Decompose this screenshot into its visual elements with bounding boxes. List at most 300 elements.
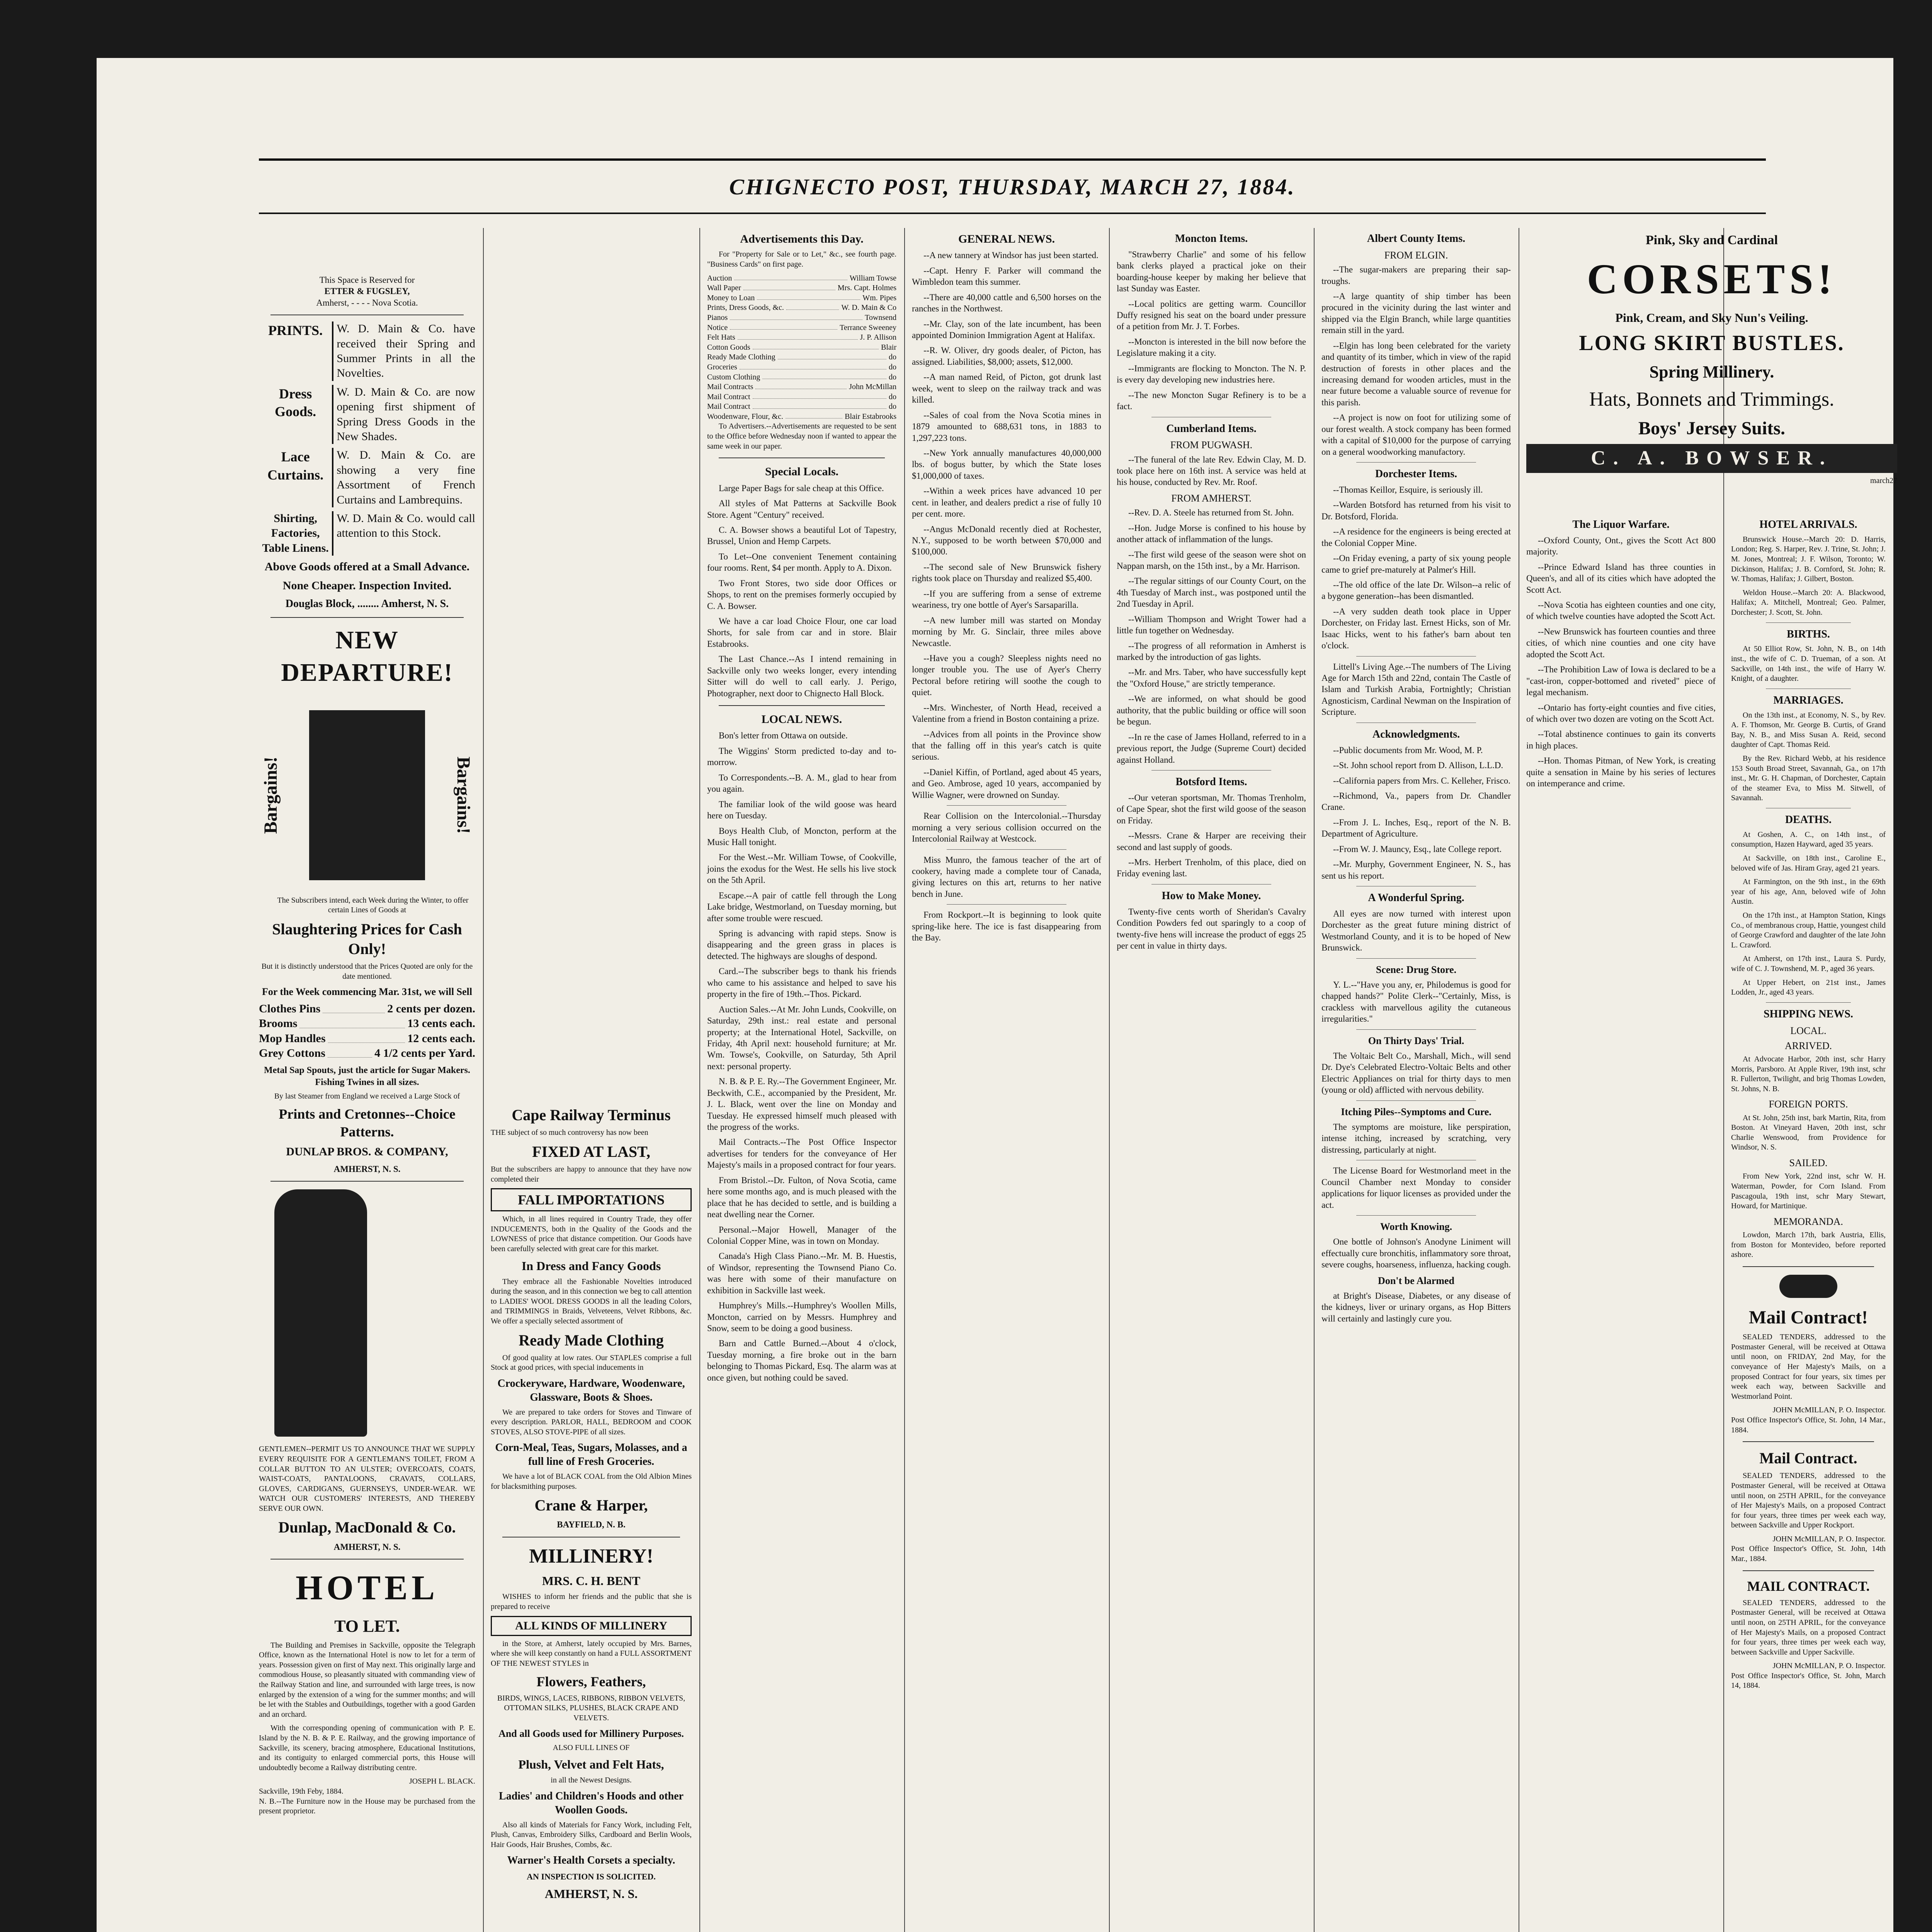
ad-by: Mrs. Capt. Holmes — [837, 284, 896, 293]
bargains-label: Bargains! — [260, 756, 281, 834]
ad-row — [707, 382, 896, 392]
moncton-item: --Local politics are getting warm. Councillor Duffy resigned his seat on the board under pressure of a petition from Mr. J. T. Forbes. — [1117, 299, 1306, 332]
dress-fancy-text: They embrace all the Fashionable Novelties introduced during the season, and in this connection we beg to call attention to LADIES' WOOL DRESS GOODS in all the leading Colors, and TRIMMINGS in Braids, Velveteens, Velvet Ribbons, &c. We offer a specially selected assortment of — [491, 1277, 692, 1325]
week-commencing: For the Week commencing Mar. 31st, we will Sell — [262, 986, 472, 998]
leader-dots — [762, 372, 886, 379]
divider — [719, 457, 885, 458]
worth-knowing-heading: Worth Knowing. — [1380, 1221, 1452, 1232]
bowser-ad — [1526, 228, 1897, 506]
license-board-text: The License Board for Westmorland meet in the Council Chamber next Monday to consider applications for liquor licenses as provided under the act. — [1321, 1166, 1511, 1210]
special-local-item: The Last Chance.--As I intend remaining in Sackville only two weeks longer, every intending Sitter will do well to call early. J. Perigo, Photographer, next door to Chignecto Hall Block. — [707, 654, 896, 698]
deaths-heading: DEATHS. — [1785, 813, 1832, 826]
ad-item: Groceries — [707, 362, 737, 371]
general-news-item: --A new tannery at Windsor has just been started. — [923, 250, 1099, 260]
amherst-item: --Hon. Judge Morse is confined to his house by another attack of inflammation of the lungs. — [1117, 523, 1306, 544]
newspaper-page — [97, 58, 1897, 1932]
general-news-item: --Mrs. Winchester, of North Head, received a Valentine from a friend in Boston containing a prize. — [912, 702, 1101, 724]
amherst-item: --The first wild geese of the season were shot on Nappan marsh, on the 15th inst., by a Mr. Harrison. — [1117, 549, 1306, 571]
special-local-item: C. A. Bowser shows a beautiful Lot of Tapestry, Brussel, Union and Hemp Carpets. — [707, 525, 896, 546]
general-news-item: --Mr. Clay, son of the late incumbent, has been appointed Dominion Immigration Agent at Halifax. — [912, 319, 1101, 340]
leader-dots — [753, 343, 879, 350]
masthead-rule-bottom — [259, 213, 1766, 214]
inspection-solicited: AN INSPECTION IS SOLICITED. — [527, 1872, 656, 1882]
ad-item: Mail Contracts — [707, 383, 753, 391]
ad-row — [707, 372, 896, 383]
cape-terminus-heading: Cape Railway Terminus — [512, 1106, 671, 1124]
ad-by: Townsend — [865, 313, 896, 322]
how-to-make-money-heading: How to Make Money. — [1162, 889, 1261, 902]
price-row — [259, 1046, 475, 1061]
special-local-item: All styles of Mat Patterns at Sackville Book Store. Agent "Century" received. — [707, 498, 896, 520]
botsford-item: --Our veteran sportsman, Mr. Thomas Trenholm, of Cape Spear, shot the first wild goose of the season on Friday. — [1117, 793, 1306, 825]
ad-row — [707, 362, 896, 372]
leader-dots — [734, 274, 847, 281]
weldon-house-text: Weldon House.--March 20: A. Blackwood, Halifax; A. Mitchell, Montreal; Geo. Palmer, Dorchester; J. Scott, St. John. — [1731, 588, 1886, 617]
general-news-item: --Advices from all points in the Province show that the falling off in this year's catch is quite serious. — [912, 729, 1101, 762]
coal-text: We have a lot of BLACK COAL from the Old Albion Mines for blacksmithing purposes. — [491, 1472, 692, 1491]
hotel-arrivals-heading: HOTEL ARRIVALS. — [1759, 519, 1857, 531]
to-let-heading: TO LET. — [334, 1617, 400, 1636]
bargains-label: Bargains! — [453, 756, 474, 834]
leader-dots — [328, 1031, 405, 1043]
general-news-item: --There are 40,000 cattle and 6,500 horses on the ranches in the Northwest. — [912, 292, 1101, 314]
metal-sap-spouts: Metal Sap Spouts, just the article for Sugar Makers. Fishing Twines in all sizes. — [264, 1065, 470, 1088]
fall-text: Which, in all lines required in Country Trade, they offer INDUCEMENTS, both in the Quality of the Goods and the LOWNESS of price that distance competition. Our Goods have been carefully selected with great care for this market. — [491, 1215, 692, 1253]
botsford-item: --Mrs. Herbert Trenholm, of this place, died on Friday evening last. — [1117, 857, 1306, 879]
mail-contract-2-heading: Mail Contract. — [1759, 1449, 1857, 1467]
leader-dots — [786, 412, 842, 419]
all-kinds-millinery: ALL KINDS OF MILLINERY — [491, 1616, 692, 1636]
general-news-item: --R. W. Oliver, dry goods dealer, of Picton, has assigned. Liabilities, $8,000; assets, $12,000. — [912, 345, 1101, 367]
littell-text: Littell's Living Age.--The numbers of The Living Age for March 15th and 22nd, contain The Castle of Islam and Turkish Arabia, Fortnightly; Christian Agnosticism, Cardinal Newman on the Inspiration of Scripture. — [1321, 662, 1511, 717]
bargains-block — [259, 695, 475, 896]
general-news-heading: GENERAL NEWS. — [958, 233, 1055, 245]
pugwash-text: --The funeral of the late Rev. Edwin Clay, M. D. took place here on 16th inst. A service was held at his house, conducted by Rev. Mr. Roof. — [1117, 454, 1306, 487]
column-5 — [1117, 228, 1306, 1932]
divider — [1356, 1100, 1476, 1101]
dunlap-macdonald-name: Dunlap, MacDonald & Co. — [278, 1519, 456, 1536]
main-item-label: Lace Curtains. — [267, 449, 324, 483]
crane-harper-name: Crane & Harper, — [534, 1497, 648, 1514]
flowers-feathers: Flowers, Feathers, — [536, 1673, 646, 1689]
ad-item: Pianos — [707, 313, 728, 322]
dorchester-item: --The old office of the late Dr. Wilson--a relic of a bygone generation--has been dismantled. — [1321, 580, 1511, 601]
how-to-make-money-text: Twenty-five cents worth of Sheridan's Cavalry Condition Powders fed out sparingly to a coop of twenty-five hens will increase the product of eggs 25 per cent in value in thirty days. — [1117, 906, 1306, 951]
ad-item: Cotton Goods — [707, 343, 750, 352]
reserved-name: ETTER & FUGSLEY, — [324, 286, 410, 296]
birds-wings-list: BIRDS, WINGS, LACES, RIBBONS, RIBBON VELVETS, OTTOMAN SILKS, PLUSHES, BLACK CRAPE AND VELVETS. — [497, 1694, 685, 1722]
shipping-text: At Advocate Harbor, 20th inst, schr Harry Morris, Parsboro. At Apple River, 19th inst, schr R. Fullerton, Twilight, and brig Thomas Lowden, St. Johns, N. B. — [1731, 1055, 1886, 1093]
divider — [270, 1559, 464, 1560]
main-item-text: W. D. Main & Co. are now opening first shipment of Spring Dress Goods in the New Shades. — [332, 385, 475, 444]
mail-contract-3-text: SEALED TENDERS, addressed to the Postmaster General, will be received at Ottawa until noon, on 25TH APRIL, for the conveyance of Her Majesty's Mails, on a proposed Contract for four years, three times per week each way, between Sackville and Upper Sackville. — [1731, 1598, 1886, 1656]
amherst-item: --We are informed, on what should be good authority, that the public building or office will soon be begun. — [1117, 694, 1306, 727]
price-list — [259, 1002, 475, 1061]
ad-item: Custom Clothing — [707, 372, 760, 381]
shipping-local: LOCAL. — [1790, 1025, 1827, 1036]
mail-contract-heading: Mail Contract! — [1749, 1307, 1868, 1328]
from-amherst: FROM AMHERST. — [1171, 492, 1252, 504]
local-news-item: Auction Sales.--At Mr. John Lunds, Cookville, on Saturday, 29th inst.: real estate and personal property; at the International Hotel, Sackville, on Friday, 4th April next: household furniture; at Mr. Wm. Towse's, Cookville, on Saturday, 5th April next: personal property. — [707, 1004, 896, 1071]
masthead: CHIGNECTO POST, THURSDAY, MARCH 27, 1884. — [729, 174, 1296, 199]
fall-importations: FALL IMPORTATIONS — [491, 1188, 692, 1211]
bent-text-2: in the Store, at Amherst, lately occupied by Mrs. Barnes, where she will keep constantly on hand a FULL ASSORTMENT OF THE NEWEST STYLES in — [491, 1639, 692, 1668]
thirty-days-text: The Voltaic Belt Co., Marshall, Mich., will send Dr. Dye's Celebrated Electro-Voltaic Belts and other Electric Appliances on trial for thirty days to men (young or old) afflicted with nervous debility. — [1321, 1051, 1511, 1095]
warner-corsets: Warner's Health Corsets a specialty. — [507, 1854, 675, 1867]
death-item: At Amherst, on 17th inst., Laura S. Purdy, wife of C. J. Townshend, M. P., aged 36 years. — [1731, 954, 1886, 973]
marriages-heading: MARRIAGES. — [1773, 694, 1844, 706]
general-news-item: --New York annually manufactures 40,000,000 lbs. of bogus butter, by which the State loses $1,000,000 of taxes. — [912, 448, 1101, 481]
from-pugwash: FROM PUGWASH. — [1170, 439, 1253, 451]
dorchester-item: --Thomas Keillor, Esquire, is seriously ill. — [1333, 485, 1483, 495]
ready-made-text: Of good quality at low rates. Our STAPLES comprise a full Stock at good prices, with special inducements in — [491, 1353, 692, 1372]
worth-knowing-text: One bottle of Johnson's Anodyne Liniment will effectually cure bronchitis, inflammatory sore throat, severe coughs, hoarseness, influenza, hacking cough. — [1321, 1237, 1511, 1270]
ad-row — [707, 293, 896, 303]
main-item-shirting — [259, 511, 475, 556]
dunlap-bros-place: AMHERST, N. S. — [333, 1164, 401, 1174]
column-rule — [699, 228, 700, 1932]
general-news-item: --Have you a cough? Sleepless nights need no longer trouble you. The use of Ayer's Cherry Pectoral before retiring will soothe the cough to quiet. — [912, 653, 1101, 697]
ad-item: Wall Paper — [707, 284, 741, 293]
ad-row — [707, 352, 896, 362]
corsets-heading: CORSETS! — [1587, 255, 1837, 303]
liquor-item: --New Brunswick has fourteen counties and three cities, of which nine counties and one city have adopted the Scott Act. — [1526, 626, 1716, 659]
general-news-item: --Within a week prices have advanced 10 per cent. in leather, and dealers predict a rise of fully 10 per cent. more. — [912, 486, 1101, 519]
fancy-work-text: Also all kinds of Materials for Fancy Work, including Felt, Plush, Canvas, Embroidery Silks, Cardboard and Berlin Wools, Hair Goods, Hair Brushes, Combs, &c. — [491, 1820, 692, 1849]
leader-dots — [753, 392, 886, 399]
liquor-item: --Hon. Thomas Pitman, of New York, is creating quite a sensation in Maine by his series of lectures on intemperance and crime. — [1526, 756, 1716, 789]
albert-county-heading: Albert County Items. — [1367, 233, 1466, 245]
bent-text: WISHES to inform her friends and the public that she is prepared to receive — [491, 1592, 692, 1611]
ads-this-day-heading: Advertisements this Day. — [740, 233, 864, 245]
local-news-item: Canada's High Class Piano.--Mr. M. B. Huestis, of Windsor, representing the Townsend Piano Co. was here with some of their manufacture on exhibition in Sackville last week. — [707, 1251, 896, 1295]
local-news-heading: LOCAL NEWS. — [761, 713, 842, 726]
leader-dots — [738, 333, 858, 340]
pink-cream-veiling: Pink, Cream, and Sky Nun's Veiling. — [1615, 311, 1808, 325]
ack-item: --Public documents from Mr. Wood, M. P. — [1333, 745, 1483, 755]
special-local-item: To Let--One convenient Tenement containing four rooms. Rent, $4 per month. Apply to A. Dixon. — [707, 551, 896, 573]
crockery-list: Crockeryware, Hardware, Woodenware, Glassware, Boots & Shoes. — [497, 1377, 685, 1403]
leader-dots — [778, 352, 886, 359]
ack-item: --St. John school report from D. Allison, L.L.D. — [1333, 760, 1503, 770]
ack-item: --From J. L. Inches, Esq., report of the N. B. Department of Agriculture. — [1321, 817, 1511, 839]
local-news-item: Humphrey's Mills.--Humphrey's Woollen Mills, Moncton, carried on by Messrs. Humphrey and Snow, seem to be doing a good business. — [707, 1301, 896, 1333]
main-item-label: Dress Goods. — [275, 386, 316, 419]
shipping-sailed: SAILED. — [1789, 1157, 1828, 1169]
divider — [947, 805, 1066, 806]
price-value: 2 cents per dozen. — [387, 1002, 475, 1015]
ad-by: John McMillan — [849, 383, 896, 391]
store-building-engraving — [309, 710, 425, 880]
bowser-date: march27 — [1870, 476, 1897, 485]
dorchester-item: --A very sudden death took place in Upper Dorchester, on Friday last. Ernest Hicks, son of Mr. Isaac Hicks, went to his father's barn about ten o'clock. — [1321, 606, 1511, 651]
general-news-item: --Daniel Kiffin, of Portland, aged about 45 years, and Geo. Ambrose, aged 10 years, accompanied by Willie Wagner, were drowned on Sunday. — [912, 767, 1101, 800]
marriage-item: By the Rev. Richard Webb, at his residence 153 South Broad Street, Savannah, Ga., on 17th inst., Mr. G. H. Chapman, of Dorchester, Captain of the steamer Eva, to Miss M. Sitwell, of Savannah. — [1731, 754, 1886, 803]
elgin-item: --A large quantity of ship timber has been procured in the vicinity during the last winter and shipped via the Elgin Branch, while large quantities remain still in the yard. — [1321, 291, 1511, 335]
ad-item: Ready Made Clothing — [707, 353, 776, 362]
general-news-item: --A man named Reid, of Picton, got drunk last week, went to sleep on the railway track and was killed. — [912, 372, 1101, 405]
hotel-date: Sackville, 19th Feby, 1884. — [259, 1787, 344, 1796]
leader-dots — [299, 1016, 405, 1028]
leader-dots — [740, 362, 886, 369]
local-news-item: Bon's letter from Ottawa on outside. — [719, 731, 848, 741]
liquor-item: --Nova Scotia has eighteen counties and one city, of which twelve counties have adopted the Scott Act. — [1526, 600, 1716, 621]
column-rule — [904, 228, 905, 1932]
hats-bonnets: Hats, Bonnets and Trimmings. — [1589, 388, 1835, 411]
ad-row — [707, 283, 896, 293]
main-item-label: PRINTS. — [268, 323, 323, 338]
local-news-item: Barn and Cattle Burned.--About 4 o'clock, Tuesday morning, a fire broke out in the barn belonging to Thomas Pickard, Esq. The alarm was at once given, but nothing could be saved. — [707, 1338, 896, 1383]
ad-by: do — [889, 362, 896, 371]
drug-store-heading: Scene: Drug Store. — [1376, 964, 1457, 975]
main-item-lace-curtains — [259, 448, 475, 507]
bowser-name: C. A. BOWSER. — [1526, 444, 1897, 473]
ad-by: Terrance Sweeney — [840, 323, 896, 332]
ad-row — [707, 303, 896, 313]
liquor-item: --Prince Edward Island has three counties in Queen's, and all of its cities which have adopted the Scott Act. — [1526, 562, 1716, 595]
price-value: 12 cents each. — [407, 1032, 475, 1045]
gentleman-figure-engraving — [274, 1189, 367, 1437]
sailed-text: From New York, 22nd inst, schr W. H. Waterman, Powder, for Corn Island. From Pascagoula, 19th inst, schr Mary Stewart, Howard, for Martinique. — [1731, 1172, 1886, 1211]
dunlap-bros-name: DUNLAP BROS. & COMPANY, — [286, 1145, 448, 1158]
amherst-item: --In re the case of James Holland, referred to in a previous report, the Judge (Supreme Court) decided against Holland. — [1117, 732, 1306, 765]
mail-contract-2-signature: JOHN McMILLAN, P. O. Inspector. — [1772, 1534, 1886, 1543]
ads-warning: To Advertisers.--Advertisements are requested to be sent to the Office before Wednesday noon if wanted to appear the same week in our paper. — [707, 422, 896, 451]
ack-item: --From W. J. Mauncy, Esq., late College report. — [1333, 844, 1502, 854]
ad-item: Mail Contract — [707, 392, 750, 401]
liquor-warfare-heading: The Liquor Warfare. — [1572, 519, 1670, 531]
mail-contract-3-signature: JOHN McMILLAN, P. O. Inspector. — [1772, 1662, 1886, 1670]
ad-item: Money to Loan — [707, 293, 755, 302]
dorchester-item: --On Friday evening, a party of six young people came to grief pre-maturely at Palmer's Hill. — [1321, 553, 1511, 575]
mail-contract-2-date: Post Office Inspector's Office, St. John, 14th Mar., 1884. — [1731, 1544, 1886, 1563]
leader-dots — [755, 382, 847, 389]
ad-by: Blair — [881, 343, 896, 352]
column-3 — [707, 228, 896, 1932]
ad-item: Auction — [707, 274, 732, 282]
memoranda-text: Lowdon, March 17th, bark Austria, Ellis, from Boston for Montevideo, before reported ashore. — [1731, 1230, 1886, 1259]
liquor-item: --The Prohibition Law of Iowa is declared to be a "cast-iron, copper-bottomed and riveted" piece of legal mechanism. — [1526, 665, 1716, 697]
leader-dots — [753, 402, 886, 409]
from-elgin: FROM ELGIN. — [1384, 249, 1448, 261]
moncton-item: --The new Moncton Sugar Refinery is to be a fact. — [1117, 390, 1306, 412]
main-item-text: W. D. Main & Co. have received their Spring and Summer Prints in all the Novelties. — [332, 321, 475, 381]
distinctly-text: But it is distinctly understood that the Prices Quoted are only for the date mentioned. — [261, 962, 473, 981]
boys-jersey: Boys' Jersey Suits. — [1638, 418, 1785, 439]
amherst-item: --The progress of all reformation in Amherst is marked by the introduction of gas lights. — [1117, 641, 1306, 662]
main-item-text: W. D. Main & Co. would call attention to this Stock. — [332, 511, 475, 556]
long-skirt-bustles: LONG SKIRT BUSTLES. — [1579, 331, 1845, 355]
wonderful-spring-heading: A Wonderful Spring. — [1368, 892, 1464, 904]
births-text: At 50 Elliot Row, St. John, N. B., on 14th inst., the wife of C. D. Trueman, of a son. At Sackville, on 14th inst., the wife of Harry W. Knight, of a daughter. — [1731, 645, 1886, 683]
price-item: Clothes Pins — [259, 1002, 321, 1015]
shipping-arrived: ARRIVED. — [1784, 1040, 1832, 1051]
special-local-item: Large Paper Bags for sale cheap at this Office. — [719, 483, 884, 493]
leader-dots — [786, 303, 839, 310]
liquor-item: --Total abstinence continues to gain its converts in high places. — [1526, 729, 1716, 750]
local-news-item: Personal.--Major Howell, Manager of the Colonial Copper Mine, was in town on Monday. — [707, 1225, 896, 1246]
leader-dots — [730, 313, 862, 320]
divider — [1743, 1441, 1874, 1442]
ad-by: do — [889, 402, 896, 411]
dont-be-alarmed-text: at Bright's Disease, Diabetes, or any disease of the kidneys, liver or urinary organs, as Hop Bitters will certainly and lastingly cure you. — [1321, 1291, 1511, 1323]
amherst-item: --The regular sittings of our County Court, on the 4th Tuesday of March inst., was postponed until the 2nd Tuesday in April. — [1117, 576, 1306, 609]
subscribers-text: The Subscribers intend, each Week during the Winter, to offer certain Lines of Goods at — [277, 896, 469, 915]
main-item-label: Shirting, Factories, Table Linens. — [262, 512, 329, 554]
ad-by: Wm. Pipes — [862, 293, 896, 302]
special-locals-heading: Special Locals. — [765, 465, 838, 478]
special-local-item: We have a car load Choice Flour, one car load Shorts, for sale from car and in store. Blair Estabrooks. — [707, 616, 896, 649]
steamer-text: By last Steamer from England we received a Large Stock of — [274, 1092, 460, 1100]
general-news-item: --Sales of coal from the Nova Scotia mines in 1879 amounted to 688,631 tons, in 1883 to 1,297,223 tons. — [912, 410, 1101, 443]
dunlap-macdonald-place: AMHERST, N. S. — [333, 1542, 401, 1552]
ad-by: do — [889, 372, 896, 381]
ad-by: do — [889, 353, 896, 362]
births-heading: BIRTHS. — [1787, 628, 1830, 640]
ad-item: Felt Hats — [707, 333, 735, 342]
column-1 — [259, 228, 475, 1932]
main-item-text: W. D. Main & Co. are showing a very fine Assortment of French Curtains and Lambrequins. — [332, 448, 475, 507]
all-goods-millinery: And all Goods used for Millinery Purposes. — [498, 1728, 684, 1739]
local-news-item: The Wiggins' Storm predicted to-day and to-morrow. — [707, 746, 896, 767]
divider — [1766, 1002, 1851, 1003]
dorchester-item: --A residence for the engineers is being erected at the Colonial Copper Mine. — [1321, 527, 1511, 548]
ad-by: William Towse — [849, 274, 896, 282]
botsford-item: --Messrs. Crane & Harper are receiving their second and last supply of goods. — [1117, 831, 1306, 852]
divider — [1743, 1570, 1874, 1571]
ad-row — [707, 412, 896, 422]
divider — [1356, 958, 1476, 959]
divider — [1356, 1029, 1476, 1030]
local-news-item: Spring is advancing with rapid steps. Snow is disappearing and the green grass in places is detected. The highways are sloughs of despond. — [707, 929, 896, 961]
main-co-ad — [259, 321, 475, 611]
general-news-item: Rear Collision on the Intercolonial.--Thursday morning a very serious collision occurred on the Intercolonial Railway at Westcock. — [912, 811, 1101, 844]
elgin-item: --Elgin has long been celebrated for the variety and quantity of its timber, which in view of the rapid destruction of forests in other places and the increasing demand for wooden articles, must in the near future become a valuable source of revenue for this parish. — [1321, 340, 1511, 407]
ladies-childrens-hoods: Ladies' and Children's Hoods and other Woollen Goods. — [499, 1790, 684, 1816]
hotel-text-2: With the corresponding opening of communication with P. E. Island by the N. B. & P. E. Railway, and the growing importance of Sackville, its scenery, bracing atmosphere, Educational Institutions, and its contiguity to enlarged commercial ports, this House will undoubtedly become a Railway distributing centre. — [259, 1724, 475, 1772]
corn-meal-list: Corn-Meal, Teas, Sugars, Molasses, and a full line of Fresh Groceries. — [495, 1442, 687, 1468]
none-cheaper: None Cheaper. Inspection Invited. — [282, 579, 452, 592]
general-news-item: --The second sale of New Brunswick fishery rights took place on Thursday and realized $5,400. — [912, 562, 1101, 583]
memoranda: MEMORANDA. — [1774, 1216, 1843, 1227]
liquor-item: --Oxford County, Ont., gives the Scott Act 800 majority. — [1526, 535, 1716, 557]
ad-by: Blair Estabrooks — [845, 412, 896, 421]
ads-list — [707, 274, 896, 422]
cumberland-heading: Cumberland Items. — [1166, 422, 1257, 435]
mail-contract-2-text: SEALED TENDERS, addressed to the Postmaster General, will be received at Ottawa until noon, on 25TH APRIL, for the conveyance of Her Majesty's Mails, on a proposed Contract for four years, three times per week each way, between Sackville and Upper Rockport. — [1731, 1471, 1886, 1530]
cape-subtitle: THE subject of so much controversy has now been — [491, 1128, 648, 1137]
newest-designs: in all the Newest Designs. — [551, 1776, 632, 1785]
local-news-item: Boys Health Club, of Moncton, perform at the Music Hall tonight. — [707, 826, 896, 847]
column-rule — [1314, 228, 1315, 1932]
mail-contract-signature: JOHN McMILLAN, P. O. Inspector. — [1772, 1406, 1886, 1415]
death-item: At Sackville, on 18th inst., Caroline E., beloved wife of Jas. Hiram Gray, aged 21 years. — [1731, 854, 1886, 872]
spring-millinery: Spring Millinery. — [1649, 362, 1774, 381]
ad-row — [707, 402, 896, 412]
main-item-prints — [259, 321, 475, 381]
dress-fancy-heading: In Dress and Fancy Goods — [521, 1259, 661, 1273]
wonderful-spring-text: All eyes are now turned with interest upon Dorchester as the great future mining district of Westmorland County, and it is to be hoped of New Brunswick. — [1321, 908, 1511, 953]
moncton-item: --Moncton is interested in the bill now before the Legislature making it a city. — [1117, 337, 1306, 358]
cape-text: But the subscribers are happy to announce that they have now completed their — [491, 1165, 692, 1184]
amherst-item: --Mr. and Mrs. Taber, who have successfully kept the "Oxford House," are strictly temperance. — [1117, 667, 1306, 689]
local-news-item: From Bristol.--Dr. Fulton, of Nova Scotia, came here some months ago, and is much pleased with the place that he has decided to settle, and is building a neat dwelling near the Corner. — [707, 1175, 896, 1219]
column-rule — [483, 228, 484, 1932]
moncton-item: --Immigrants are flocking to Moncton. The N. P. is every day developing new industries here. — [1117, 363, 1306, 385]
ad-item: Mail Contract — [707, 402, 750, 411]
foreign-ports: FOREIGN PORTS. — [1769, 1099, 1848, 1110]
fixed-at-last: FIXED AT LAST, — [532, 1143, 650, 1160]
column-2 — [491, 1101, 692, 1932]
dorchester-heading: Dorchester Items. — [1375, 468, 1457, 480]
ready-made-heading: Ready Made Clothing — [519, 1331, 664, 1349]
mail-coach-engraving — [1779, 1275, 1837, 1298]
leader-dots — [328, 1046, 372, 1058]
ad-item: Woodenware, Flour, &c. — [707, 412, 783, 421]
price-item: Mop Handles — [259, 1032, 326, 1045]
amherst-item: --Rev. D. A. Steele has returned from St. John. — [1128, 508, 1294, 518]
elgin-item: --The sugar-makers are preparing their sap-troughs. — [1321, 265, 1511, 286]
thirty-days-heading: On Thirty Days' Trial. — [1368, 1035, 1464, 1046]
ad-row — [707, 392, 896, 402]
ack-item: --Mr. Murphy, Government Engineer, N. S., has sent us his report. — [1321, 859, 1511, 881]
special-local-item: Two Front Stores, two side door Offices or Shops, to rent on the premises formerly occupied by C. A. Bowser. — [707, 578, 896, 611]
price-item: Brooms — [259, 1017, 298, 1030]
moncton-heading: Moncton Items. — [1175, 233, 1248, 245]
ad-row — [707, 343, 896, 353]
price-value: 13 cents each. — [407, 1017, 475, 1030]
general-news-item: --If you are suffering from a sense of extreme weariness, try one bottle of Ayer's Sarsaparilla. — [912, 588, 1101, 610]
liquor-item: --Ontario has forty-eight counties and five cities, of which over two dozen are voting on the Scott Act. — [1526, 702, 1716, 724]
pink-sky-cardinal: Pink, Sky and Cardinal — [1645, 233, 1778, 247]
price-row — [259, 1031, 475, 1046]
local-news-item: The familiar look of the wild goose was heard here on Tuesday. — [707, 799, 896, 821]
general-news-item: From Rockport.--It is beginning to look quite spring-like here. The ice is fast disappearing from the Bay. — [912, 910, 1101, 943]
ad-row — [707, 313, 896, 323]
local-news-item: To Correspondents.--B. A. M., glad to hear from you again. — [707, 772, 896, 794]
local-news-item: Card.--The subscriber begs to thank his friends who came to his assistance and helped to save his property in the fire of 19th.--Thos. Pickard. — [707, 966, 896, 999]
divider — [1356, 462, 1476, 463]
hotel-heading: HOTEL — [295, 1569, 439, 1607]
dont-be-alarmed-heading: Don't be Alarmed — [1378, 1275, 1454, 1286]
stoves-text: We are prepared to take orders for Stoves and Tinware of every description. PARLOR, HALL, BEDROOM and COOK STOVES, ALSO STOVE-PIPE of all sizes. — [491, 1408, 692, 1436]
local-news-item: For the West.--Mr. William Towse, of Cookville, joins the exodus for the West. He sells his live stock on the 5th April. — [707, 852, 896, 885]
leader-dots — [730, 323, 837, 330]
ad-row — [707, 274, 896, 284]
ad-item: Prints, Dress Goods, &c. — [707, 303, 784, 312]
general-news-item: --Capt. Henry F. Parker will command the Wimbledon team this summer. — [912, 265, 1101, 287]
mrs-bent-name: MRS. C. H. BENT — [542, 1574, 641, 1588]
ad-item: Notice — [707, 323, 728, 332]
drug-store-text: Y. L.--"Have you any, er, Philodemus is good for chapped hands?" Polite Clerk--"Certainly, Miss, is crackless with marvellous agility the cutaneous irregularities." — [1321, 980, 1511, 1024]
bayfield-place: BAYFIELD, N. B. — [557, 1520, 626, 1530]
divider — [1743, 1266, 1874, 1267]
ad-row — [707, 333, 896, 343]
death-item: At Goshen, A. C., on 14th inst., of consumption, Hazen Hayward, aged 35 years. — [1731, 830, 1886, 849]
price-item: Grey Cottons — [259, 1046, 325, 1060]
botsford-heading: Botsford Items. — [1175, 776, 1247, 788]
divider — [270, 617, 464, 618]
leader-dots — [323, 1002, 385, 1013]
slaughtering-heading: Slaughtering Prices for Cash Only! — [272, 920, 462, 958]
above-goods: Above Goods offered at a Small Advance. — [264, 560, 470, 573]
millinery-heading: MILLINERY! — [529, 1545, 653, 1567]
price-row — [259, 1002, 475, 1016]
mail-contract-3-heading: MAIL CONTRACT. — [1747, 1578, 1870, 1594]
masthead-rule-top — [259, 158, 1766, 161]
prints-cretonnes: Prints and Cretonnes--Choice Patterns. — [279, 1106, 456, 1140]
mail-contract-text: SEALED TENDERS, addressed to the Postmaster General, will be received at Ottawa until noon, on FRIDAY, 2nd May, for the conveyance of Her Majesty's Mails, on a proposed Contract for four years, six times per week each way, between Sackville and Westmorland Point. — [1731, 1333, 1886, 1401]
